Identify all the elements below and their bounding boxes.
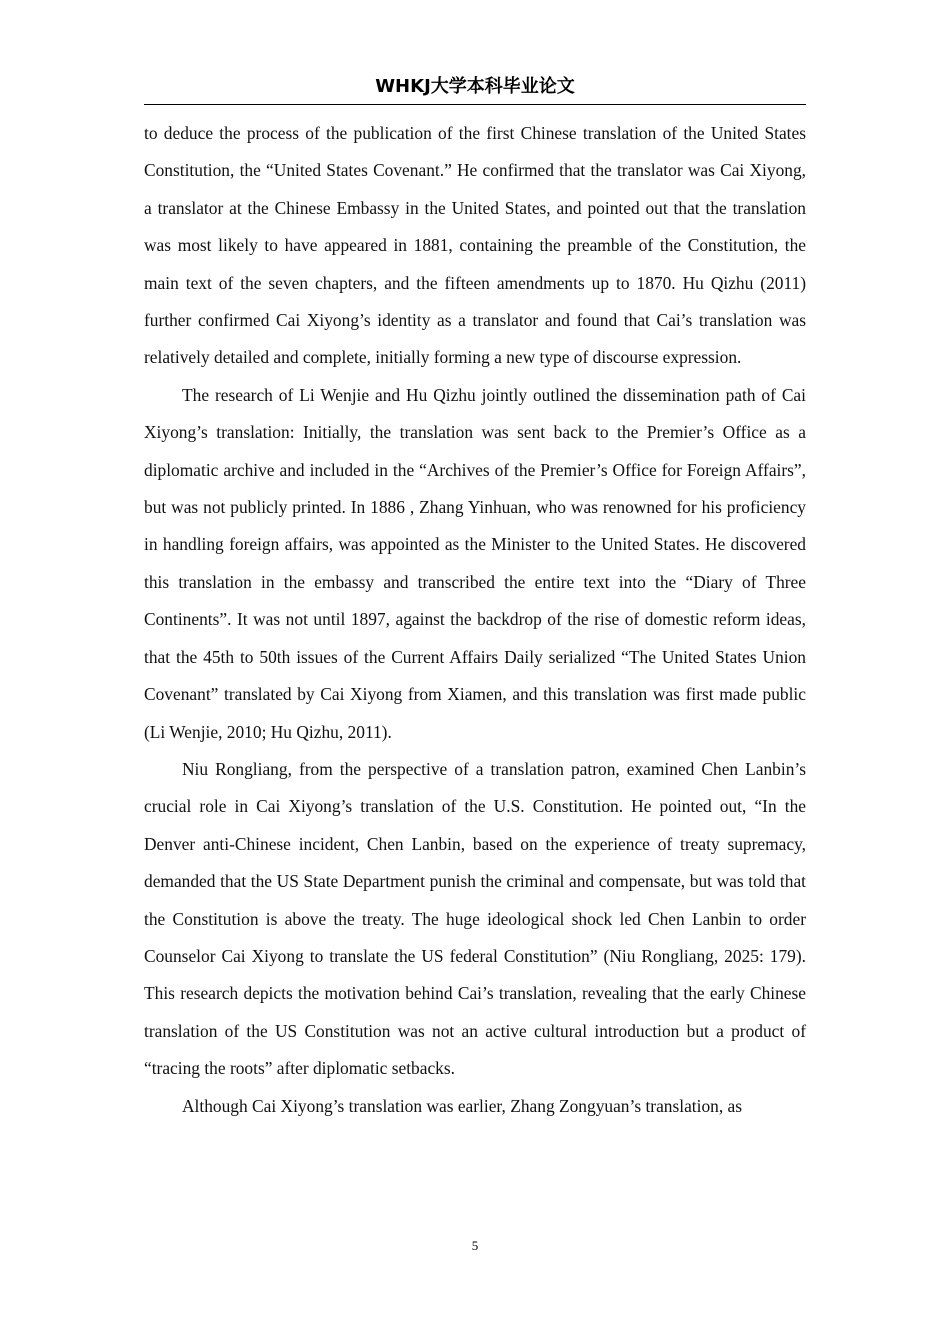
running-header: WHKJ大学本科毕业论文 bbox=[375, 76, 575, 97]
paragraph-3: Niu Rongliang, from the perspective of a translation patron, examined Chen Lanbin’s crucial role in Cai Xiyong’s translation of the U.S. Constitution. He pointed out, “In the Denver anti-Chinese incident, Chen Lanbin, based on the experience of treaty supremacy, demanded that the US State Department punish the criminal and compensate, but was told that the Constitution is above the treaty. The huge ideological shock led Chen Lanbin to order Counselor Cai Xiyong to translate the US federal Constitution” (Niu Rongliang, 2025: 179). This research depicts the motivation behind Cai’s translation, revealing that the early Chinese translation of the US Constitution was not an active cultural introduction but a product of “tracing the roots” after diplomatic setbacks. bbox=[144, 758, 806, 1079]
body-text bbox=[144, 115, 806, 1125]
paragraph-2: The research of Li Wenjie and Hu Qizhu jointly outlined the dissemination path of Cai Xiyong’s translation: Initially, the translation was sent back to the Premier’s Office as a diplomatic archive and included in the “Archives of the Premier’s Office for Foreign Affairs”, but was not publicly printed. In 1886 , Zhang Yinhuan, who was renowned for his proficiency in handling foreign affairs, was appointed as the Minister to the United States. He discovered this translation in the embassy and transcribed the entire text into the “Diary of Three Continents”. It was not until 1897, against the backdrop of the rise of domestic reform ideas, that the 45th to 50th issues of the Current Affairs Daily serialized “The United States Union Covenant” translated by Cai Xiyong from Xiamen, and this translation was first made public (Li Wenjie, 2010; Hu Qizhu, 2011). bbox=[144, 384, 806, 742]
paragraph-4: Although Cai Xiyong’s translation was earlier, Zhang Zongyuan’s translation, as bbox=[182, 1095, 743, 1116]
page-number: 5 bbox=[471, 1238, 479, 1253]
paragraph-1: to deduce the process of the publication of the first Chinese translation of the United States Constitution, the “United States Covenant.” He confirmed that the translator was Cai Xiyong, a translator at the Chinese Embassy in the United States, and pointed out that the translation was most likely to have appeared in 1881, containing the preamble of the Constitution, the main text of the seven chapters, and the fifteen amendments up to 1870. Hu Qizhu (2011) further confirmed Cai Xiyong’s identity as a translator and found that Cai’s translation was relatively detailed and complete, initially forming a new type of discourse expression. bbox=[144, 123, 806, 368]
header-rule bbox=[144, 104, 806, 105]
